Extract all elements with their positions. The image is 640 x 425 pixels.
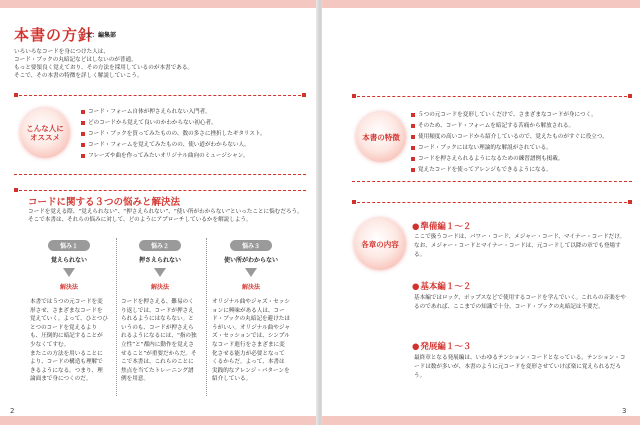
chapter-text-3: 最終章となる発展編は、いわゆるテンション・コードとなっている。テンション・コードは数が多いが、本書のように元コードを変形させていけば楽に覚えられるだろう。 [414,355,626,379]
solve-label-1: 解決法 [59,284,78,291]
list-item: どのコードから覚えて良いのかわからない初心者。 [80,118,266,129]
contents-badge [354,218,406,270]
top-band [322,0,640,8]
list-item: そのため、コード・フォームを暗記する苦痛から解放される。 [410,121,608,132]
worry-pill-3: 悩み３ [230,240,272,251]
down-arrow-icon [63,268,75,277]
recommend-badge [20,108,70,158]
corner-mark [628,94,632,98]
chapter-text-1: ここで扱うコードは、パワー・コード、メジャー・コード、マイナー・コードだけ。なお、メジャー・コードとマイナー・コードは、元コードして以降の章でも登場する。 [414,234,626,258]
down-arrow-icon [154,268,166,277]
contents-badge-label: 各章の内容 [361,239,399,249]
solve-label-3: 解決法 [241,284,260,291]
worry-trouble-3: 使い所がわからない [223,257,278,264]
page-number-left: 2 [10,407,15,415]
list-item: フレーズや曲を作ってみたいオリジナル曲向のミュージシャン。 [80,151,266,162]
corner-mark [352,94,356,98]
features-list [410,110,608,176]
list-item: ５つの元コードを変形していくだけで、さまざまなコードが身につく。 [410,110,608,121]
list-item: コード・フォームを覚えてみたものの、使い道がわからない人。 [80,140,266,151]
features-badge [356,112,406,162]
worry-trouble-1: 覚えられない [50,257,87,264]
list-item: コード・ブックを買ってみたものの、数の多さに挫折したギタリスト。 [80,129,266,140]
list-item: コード・フォーム自体が押さえられない入門者。 [80,107,266,118]
worry-trouble-2: 押さえられない [138,257,181,264]
worry-pill-2: 悩み２ [139,240,181,251]
intro-text: いろいろなコードを身につけた人は、 コード・ブックの丸暗記などはしないのが普通。 もっと要領良く覚えており、その方法を採用しているのが本書である。 そこで、その本書の特徴を詳しく解説していこう。 [14,49,194,79]
solve-label-2: 解決法 [150,284,169,291]
bottom-band [322,416,640,425]
down-arrow-icon [245,268,257,277]
page-title: 本書の方針 [14,26,95,44]
chapter-text-2: 基本編ではロック、ポップスなどで使用するコードを学んでいく。これらの音楽をやるのであれば、ここまでの知識で十分。コード・ブックの丸暗記は不要だ。 [414,295,626,310]
list-item: 覚えたコードを使ってアレンジもできるようになる。 [410,165,608,176]
top-band [0,0,318,8]
list-item: コードを押さえられるようになるための練習譜例も掲載。 [410,154,608,165]
worries-intro: コードを覚える際、“覚えられない”、“押さえられない”、“使い所がわからない”といったことに悩むだろう。そこで本書は、それらの悩みに対して、どのようにアプローチしているかを解説しよう。 [28,209,303,223]
worry-text-3: オリジナル曲やジャズ・セッションに興味がある人は、コード・ブックの丸暗記を避けたほうがいい。オリジナル曲やジャズ・セッションでは、シンプルなコード進行をさまざまに変化させる能力が必要となってくるからだ。よって、本書は実践的なアレンジ・パターンを紹介している。 [212,299,290,383]
worry-text-1: 本書では５つの元コードを変形させ、さまざまなコードを覚えていく。よって、ひとつひとつのコードを覚えるよりも、圧倒的に暗記することが少なくてすむ。 またこの方法を用いることにより、コードの構造も理解できるようになる。つまり、理論面まで身につくのだ。 [30,299,108,383]
page-number-right: 3 [622,407,627,415]
worry-pill-1: 悩み１ [48,240,90,251]
section-rule [352,202,632,203]
list-item: コード・ブックにはない理論的な解説がされている。 [410,143,608,154]
left-page [0,0,318,425]
corner-mark [302,93,306,97]
list-item: 使用頻度の高いコードから紹介しているので、覚えたものがすぐに役立つ。 [410,132,608,143]
chapter-heading-1: ● 準備編１～２ [412,220,471,232]
byline: 文：編集部 [86,32,117,39]
recommend-list [80,107,266,162]
chapter-heading-2: ● 基本編１～２ [412,280,471,292]
bottom-band [0,416,318,425]
chapter-heading-3: ● 発展編１～３ [412,340,471,352]
section-rule [14,190,306,191]
corner-mark [14,93,18,97]
recommend-badge-label: こんな人に オススメ [26,124,64,142]
features-badge-label: 本書の特徴 [362,132,400,142]
worry-text-2: コードを押さえる、難易のくり返しでは、コードが押さえられるようにはならない。というのも、コードが押さえられるようになるには、“指の独立性”と“都内に動作を覚えさせること”が重要だからだ。そこで本書は、これらのことに焦点を当てたトレーニング譜例を用意。 [121,299,197,383]
worries-title: コードに関する３つの悩みと解決法 [28,197,181,208]
